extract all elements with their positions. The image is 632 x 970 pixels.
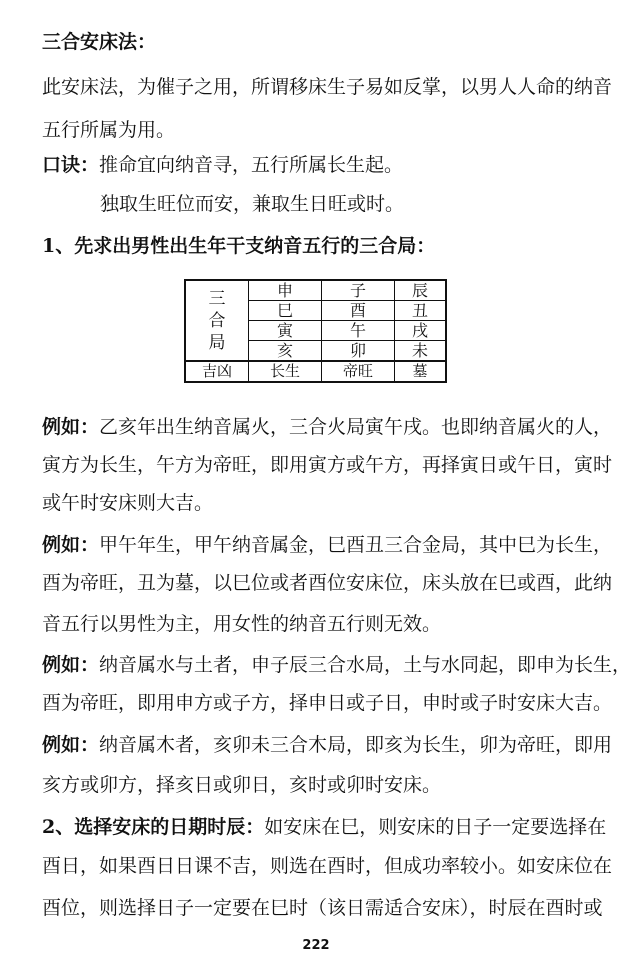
section2-label: 2、选择安床的日期时辰：: [42, 816, 265, 838]
example-line: [42, 413, 612, 441]
table-cell: 戌: [395, 321, 447, 341]
example-line: [42, 731, 612, 759]
example-text: 纳音属木者，亥卯未三合木局，即亥为长生，卯为帝旺，即用: [99, 734, 613, 756]
table-cell: 寅: [249, 321, 322, 341]
section-title: 1、先求出男性出生年干支纳音五行的三合局：: [42, 235, 436, 257]
side-char: 三: [208, 288, 226, 309]
table-cell: 辰: [395, 280, 447, 301]
example-text: 甲午年生，甲午纳音属金，巳酉丑三合金局，其中巳为长生，: [99, 534, 613, 556]
example-label: 例如：: [42, 654, 100, 676]
koujue-line: [42, 151, 403, 179]
section2-line: [42, 813, 606, 841]
example-text: 乙亥年出生纳音属火，三合火局寅午戌。也即纳音属火的人，: [99, 416, 613, 438]
paragraph-line: 五行所属为用。: [42, 119, 176, 141]
page-number: 222: [302, 938, 330, 953]
table-cell: 子: [322, 280, 395, 301]
example-line: 音五行以男性为主，用女性的纳音五行则无效。: [42, 613, 442, 635]
example-line: [42, 651, 631, 679]
example-line: 或午时安床则大吉。: [42, 492, 214, 514]
sanhe-table: [184, 279, 447, 383]
table-cell: 丑: [395, 301, 447, 321]
example-text: 纳音属水与土者，申子辰三合水局，土与水同起，即申为长生，: [99, 654, 632, 676]
example-label: 例如：: [42, 734, 100, 756]
side-char: 合: [208, 310, 226, 331]
example-line: 亥方或卯方，择亥日或卯日，亥时或卯时安床。: [42, 774, 442, 796]
section2-line: 酉日，如果酉日日课不吉，则选在酉时，但成功率较小。如安床位在: [42, 855, 613, 877]
table-footer-cell: 墓: [395, 361, 447, 382]
table-cell: 申: [249, 280, 322, 301]
table-cell: 巳: [249, 301, 322, 321]
table-cell: 卯: [322, 341, 395, 362]
table-footer-cell: 长生: [249, 361, 322, 382]
example-label: 例如：: [42, 416, 100, 438]
example-line: 寅方为长生，午方为帝旺，即用寅方或午方，再择寅日或午日，寅时: [42, 454, 613, 476]
example-label: 例如：: [42, 534, 100, 556]
section2-text: 如安床在巳，则安床的日子一定要选择在: [264, 816, 607, 838]
example-line: 酉为帝旺，丑为墓，以巳位或者酉位安床位，床头放在巳或酉，此纳: [42, 572, 613, 594]
table-cell: 未: [395, 341, 447, 362]
paragraph-line: 此安床法，为催子之用，所谓移床生子易如反掌，以男人人命的纳音: [42, 76, 613, 98]
example-line: 酉为帝旺，即用申方或子方，择申日或子日，申时或子时安床大吉。: [42, 692, 613, 714]
table-footer-cell: 吉凶: [185, 361, 249, 382]
koujue-line: 独取生旺位而安，兼取生日旺或时。: [100, 193, 405, 215]
table-cell: 亥: [249, 341, 322, 362]
table-footer-cell: 帝旺: [322, 361, 395, 382]
table-cell: 酉: [322, 301, 395, 321]
koujue-text: 推命宜向纳音寻，五行所属长生起。: [99, 154, 404, 176]
section-heading: 三合安床法：: [42, 31, 157, 53]
koujue-label: 口诀：: [42, 154, 100, 176]
table-cell: 午: [322, 321, 395, 341]
table-side-label: [185, 280, 249, 361]
example-line: [42, 531, 612, 559]
section2-line: 酉位，则选择日子一定要在巳时（该日需适合安床），时辰在酉时或: [42, 897, 603, 919]
side-char: 局: [208, 332, 226, 353]
